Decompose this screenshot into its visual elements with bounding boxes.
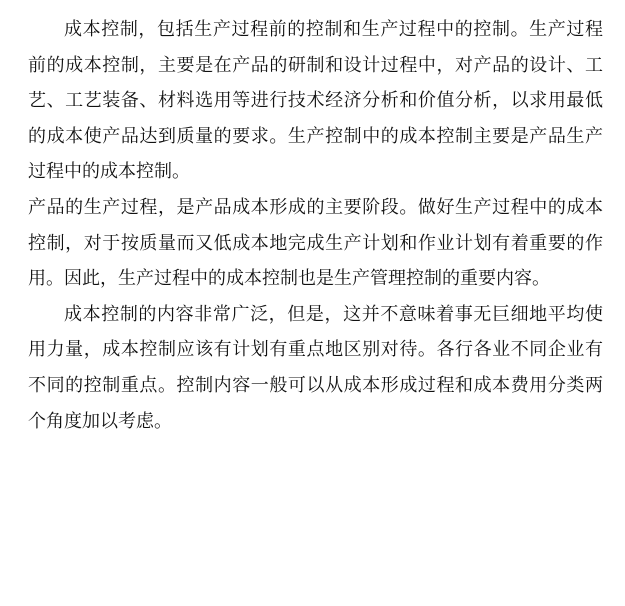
paragraph-production-cost-control: 成本控制，包括生产过程前的控制和生产过程中的控制。生产过程前的成本控制，主要是在产品的研制和设计过程中，对产品的设计、工艺、工艺装备、材料选用等进行技术经济分析和价值分析，以求用最低的成本使产品达到质量的要求。生产控制中的成本控制主要是产品生产过程中的成本控制。 — [28, 19, 603, 183]
paragraph-control-scope: 成本控制的内容非常广泛，但是，这并不意味着事无巨细地平均使用力量，成本控制应该有计划有重点地区别对待。各行各业不同企业有不同的控制重点。控制内容一般可以从成本形成过程和成本费用分类两个角度加以考虑。 — [28, 303, 603, 432]
paragraph-production-process: 产品的生产过程，是产品成本形成的主要阶段。做好生产过程中的成本控制，对于按质量而又低成本地完成生产计划和作业计划有着重要的作用。因此，生产过程中的成本控制也是生产管理控制的重要内容。 — [28, 196, 603, 290]
document-body — [28, 12, 603, 439]
